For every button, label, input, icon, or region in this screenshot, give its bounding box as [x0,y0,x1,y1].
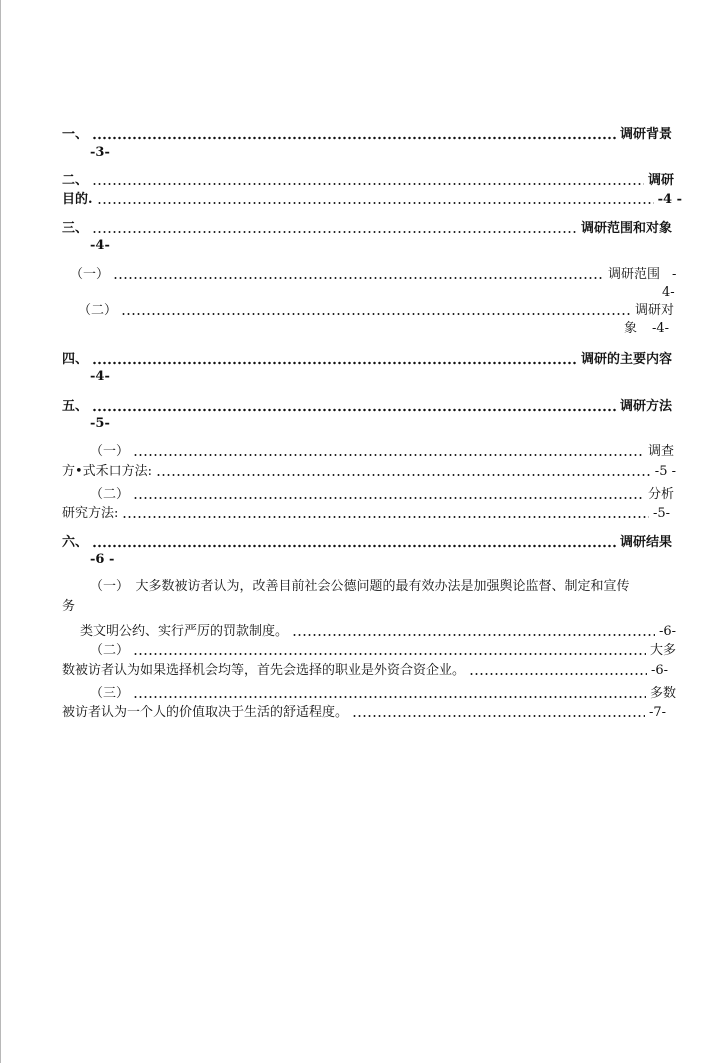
toc-page-number: -5- [652,506,670,521]
toc-entry-title-continued: 目的. [62,192,93,207]
toc-entry-label: （二） [78,303,118,318]
dot-leader [156,473,651,477]
toc-page-number: -3- [90,145,110,160]
toc-entry-title: 调研范围 [607,267,660,282]
toc-entry-label: 一、 [62,127,89,142]
toc-entry-6-1-wrap: 务 [62,599,76,614]
toc-page-number: -5- [90,416,110,431]
toc-entry-title: 调研 [647,173,674,188]
toc-page-number: -4- [90,369,110,384]
dot-leader [92,230,577,234]
dot-leader [121,312,631,316]
toc-entry-2-continued [62,189,682,209]
toc-entry-6-2-continued [62,660,668,680]
toc-entry-3-2[interactable] [78,300,674,320]
dot-leader [92,182,644,186]
toc-entry-2[interactable] [62,170,674,190]
toc-entry-label: 四、 [62,352,89,367]
toc-entry-3-1[interactable] [70,264,660,284]
dot-leader [92,544,616,548]
toc-entry-title: 调研背景 [619,127,672,142]
toc-entry-6-2[interactable] [90,640,676,660]
toc-entry-title-continued: 类文明公约、实行严厉的罚款制度。 [80,624,289,639]
toc-entry-title-continued: 象 [624,321,638,336]
toc-entry-5-2[interactable] [90,484,674,504]
dot-leader [133,695,646,699]
toc-entry-title: 分析 [647,487,674,502]
toc-entry-6-1-continued [80,621,676,641]
dot-leader [133,453,644,457]
toc-entry-title-continued: 研究方法: [62,506,119,521]
toc-entry-label: （三） [90,686,130,701]
dot-leader [133,652,646,656]
toc-entry-title: 多数 [649,686,676,701]
toc-entry-3[interactable] [62,218,672,238]
toc-page-number-continued: 4- [662,285,675,300]
dot-leader [97,201,654,205]
toc-entry-title: 调研范围和对象 [580,221,672,236]
toc-entry-title: 调研方法 [619,399,672,414]
toc-page-number: -4 - [657,192,682,207]
toc-entry-title: 调研的主要内容 [580,352,672,367]
dot-leader [133,496,644,500]
toc-entry-title-continued: 方•式禾口方法: [62,464,153,479]
toc-entry-6[interactable] [62,532,672,552]
toc-page-number: - [672,267,677,282]
toc-page-number: -6- [658,624,676,639]
toc-entry-label: 三、 [62,221,89,236]
toc-entry-title: 调研对 [634,303,674,318]
toc-entry-5-2-continued [62,503,670,523]
toc-entry-4[interactable] [62,349,672,369]
toc-page-number: -6- [650,663,668,678]
toc-entry-5-1-continued [62,461,676,481]
toc-entry-label: 五、 [62,399,89,414]
toc-entry-title: 调查 [647,444,674,459]
dot-leader [92,361,577,365]
toc-entry-6-1[interactable]: （一） 大多数被访者认为，改善目前社会公德问题的最有效办法是加强舆论监督、制定和宣传 [90,579,630,594]
toc-entry-6-3-continued [62,702,666,722]
toc-page-number: -5 - [654,464,676,479]
toc-page-number: -7- [648,705,666,720]
dot-leader [113,276,604,280]
toc-entry-title-continued: 被访者认为一个人的价值取决于生活的舒适程度。 [62,705,349,720]
toc-entry-label: 六、 [62,535,89,550]
toc-entry-title: 大多 [649,643,676,658]
dot-leader [352,714,645,718]
dot-leader [292,633,655,637]
toc-entry-label: （一） [90,444,130,459]
dot-leader [92,136,616,140]
toc-entry-5[interactable] [62,396,672,416]
dot-leader [469,672,647,676]
toc-page-number: -6 - [90,552,115,567]
toc-entry-label: （二） [90,487,130,502]
toc-entry-5-1[interactable] [90,441,674,461]
dot-leader [122,515,649,519]
toc-entry-label: 二、 [62,173,89,188]
toc-entry-label: （一） [70,267,110,282]
toc-entry-title: 调研结果 [619,535,672,550]
dot-leader [92,408,616,412]
toc-entry-label: （二） [90,643,130,658]
toc-entry-1[interactable] [62,124,672,144]
toc-page-number: -4- [652,321,670,336]
toc-page-number: -4- [90,238,110,253]
toc-entry-6-3[interactable] [90,683,676,703]
toc-entry-title-continued: 数被访者认为如果选择机会均等，首先会选择的职业是外资合资企业。 [62,663,466,678]
